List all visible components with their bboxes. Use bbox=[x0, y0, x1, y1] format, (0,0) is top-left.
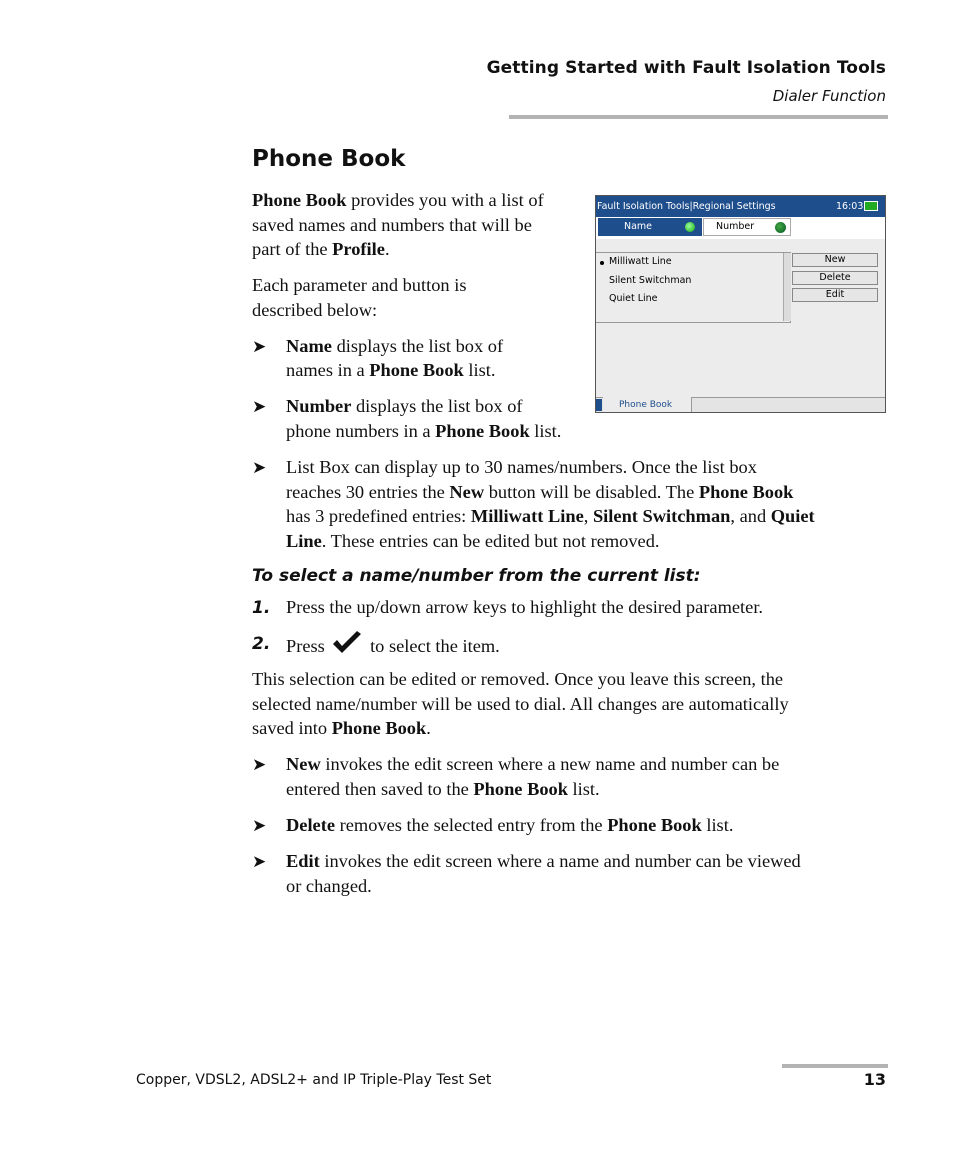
bullet-name-line-1: Name displays the list box of bbox=[286, 336, 504, 356]
list-item[interactable]: Silent Switchman bbox=[609, 275, 692, 286]
device-clock: 16:03 bbox=[836, 201, 864, 212]
bullet-listbox-line-1: List Box can display up to 30 names/numbers. Once the list box bbox=[286, 457, 757, 477]
bullet-number-line-2: phone numbers in a Phone Book list. bbox=[286, 421, 562, 441]
bullet-name-line-2: names in a Phone Book list. bbox=[286, 360, 496, 380]
battery-icon bbox=[864, 201, 878, 211]
list-item[interactable]: Quiet Line bbox=[609, 293, 658, 304]
delete-button[interactable]: Delete bbox=[792, 271, 878, 285]
arrowhead-icon: ➤ bbox=[252, 816, 267, 835]
step-2: Press to select the item. bbox=[286, 631, 500, 659]
bullet-new-line-1: New invokes the edit screen where a new name and number can be bbox=[286, 754, 780, 774]
after-steps-line-3: saved into Phone Book. bbox=[252, 718, 431, 738]
step-number: 1. bbox=[252, 598, 271, 618]
intro-line-3: part of the Profile. bbox=[252, 239, 390, 259]
bullet-edit-line-1: Edit invokes the edit screen where a name and number can be viewed bbox=[286, 851, 801, 871]
step-number: 2. bbox=[252, 634, 271, 654]
bullet-listbox-line-3: has 3 predefined entries: Milliwatt Line, Silent Switchman, and Quiet bbox=[286, 506, 815, 526]
page-number: 13 bbox=[863, 1070, 886, 1089]
selected-bullet-icon bbox=[600, 261, 604, 265]
edit-button[interactable]: Edit bbox=[792, 288, 878, 302]
arrowhead-icon: ➤ bbox=[252, 397, 267, 416]
product-name: Copper, VDSL2, ADSL2+ and IP Triple-Play Test Set bbox=[136, 1072, 492, 1088]
bullet-listbox-line-2: reaches 30 entries the New button will be disabled. The Phone Book bbox=[286, 482, 794, 502]
bullet-listbox-line-4: Line. These entries can be edited but not removed. bbox=[286, 531, 660, 551]
after-steps-line-2: selected name/number will be used to dial. All changes are automatically bbox=[252, 694, 789, 714]
device-title: Fault Isolation Tools|Regional Settings bbox=[597, 201, 776, 212]
procedure-title: To select a name/number from the current list: bbox=[252, 566, 701, 586]
params-intro-line-2: described below: bbox=[252, 300, 378, 320]
list-scrollbar[interactable] bbox=[783, 253, 791, 321]
status-led-icon bbox=[775, 222, 786, 233]
chapter-title: Getting Started with Fault Isolation Tools bbox=[486, 58, 886, 78]
arrowhead-icon: ➤ bbox=[252, 337, 267, 356]
bullet-new-line-2: entered then saved to the Phone Book list. bbox=[286, 779, 600, 799]
bullet-number-line-1: Number displays the list box of bbox=[286, 396, 523, 416]
list-item[interactable]: Milliwatt Line bbox=[609, 256, 672, 267]
bullet-delete-line-1: Delete removes the selected entry from the Phone Book list. bbox=[286, 815, 734, 835]
intro-line-2: saved names and numbers that will be bbox=[252, 215, 532, 235]
column-header-number[interactable]: Number bbox=[703, 218, 791, 236]
header-rule bbox=[509, 115, 888, 119]
page-title: Phone Book bbox=[252, 146, 406, 172]
intro-bold: Phone Book bbox=[252, 190, 347, 210]
device-title-bar bbox=[596, 196, 885, 217]
tab-phone-book[interactable]: Phone Book bbox=[603, 397, 692, 413]
arrowhead-icon: ➤ bbox=[252, 755, 267, 774]
new-button[interactable]: New bbox=[792, 253, 878, 267]
footer-rule bbox=[782, 1064, 888, 1068]
step-1: Press the up/down arrow keys to highlight the desired parameter. bbox=[286, 597, 764, 617]
arrowhead-icon: ➤ bbox=[252, 852, 267, 871]
after-steps-line-1: This selection can be edited or removed. Once you leave this screen, the bbox=[252, 669, 784, 689]
intro-line-1: Phone Book provides you with a list of bbox=[252, 190, 544, 210]
status-led-icon bbox=[685, 222, 695, 232]
device-screenshot bbox=[595, 195, 886, 413]
column-header-name[interactable]: Name bbox=[598, 218, 702, 236]
checkmark-icon bbox=[331, 631, 363, 655]
bullet-edit-line-2: or changed. bbox=[286, 876, 372, 896]
params-intro-line-1: Each parameter and button is bbox=[252, 275, 467, 295]
tab-scroll-left-icon[interactable] bbox=[596, 399, 602, 411]
arrowhead-icon: ➤ bbox=[252, 458, 267, 477]
section-name: Dialer Function bbox=[772, 87, 886, 105]
